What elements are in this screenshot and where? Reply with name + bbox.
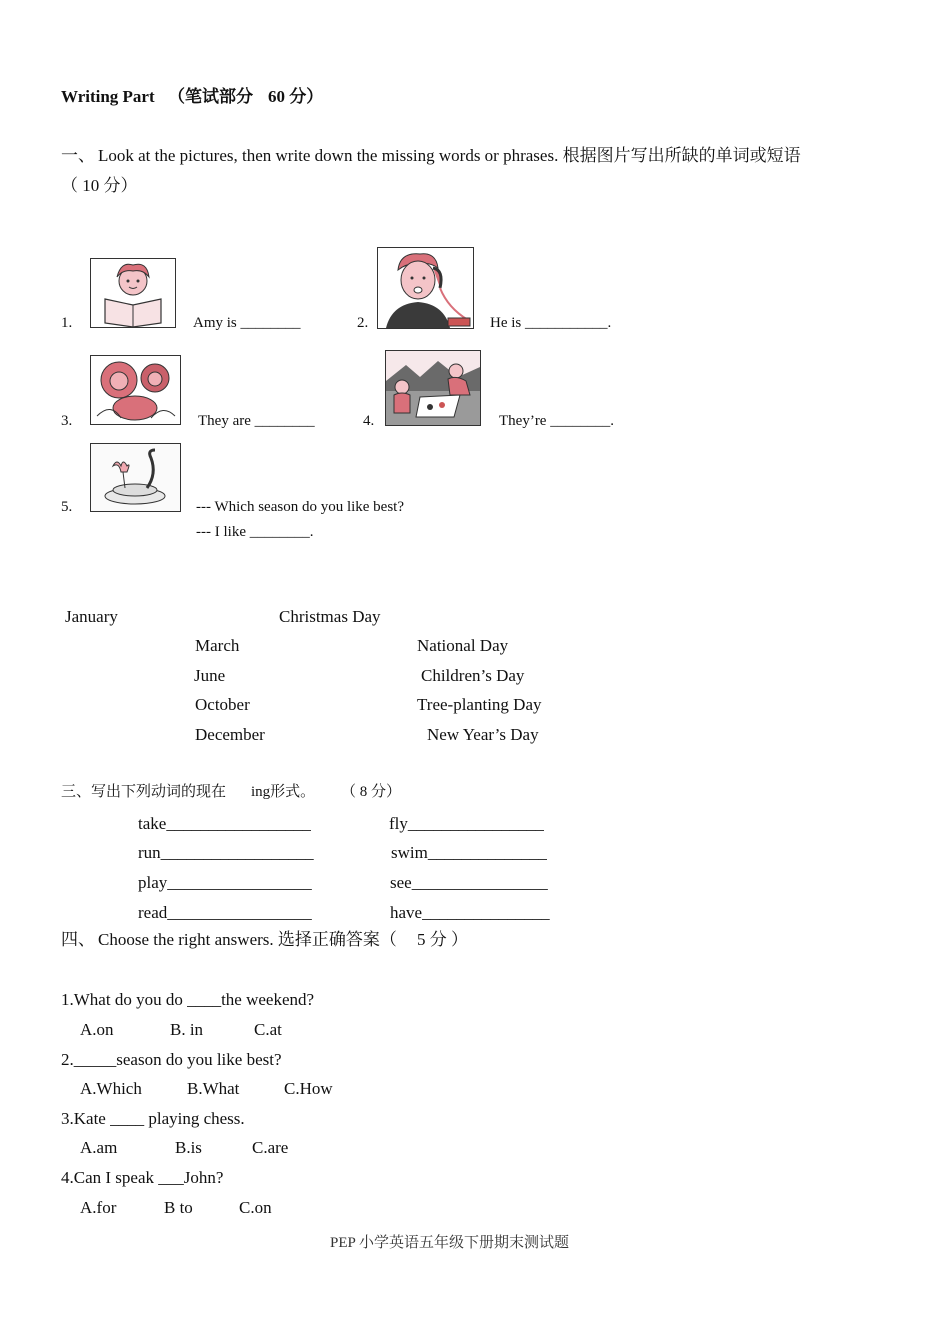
- verb-blank: see________________: [390, 873, 548, 892]
- item4-number: 4.: [363, 413, 375, 429]
- holiday-item: National Day: [417, 636, 509, 655]
- item5-question: --- Which season do you like best?: [196, 499, 405, 515]
- holiday-item: Children’s Day: [421, 666, 525, 685]
- option-a: A.for: [80, 1198, 117, 1217]
- item4-text: They’re ________.: [499, 413, 614, 429]
- option-c: C.on: [239, 1198, 272, 1217]
- snake-lotus-icon: [90, 443, 181, 512]
- option-a: A.on: [80, 1020, 114, 1039]
- option-b: B.What: [187, 1079, 240, 1098]
- option-c: C.How: [284, 1079, 333, 1098]
- verb-blank: run__________________: [138, 843, 314, 862]
- holiday-item: Tree-planting Day: [417, 695, 542, 714]
- month-item: June: [194, 666, 226, 685]
- section3-ing: ing形式。: [251, 784, 316, 800]
- question-2: 2._____season do you like best?: [61, 1050, 282, 1069]
- section4-score: 5 分 ）: [417, 930, 468, 949]
- question-4: 4.Can I speak ___John?: [61, 1168, 224, 1187]
- item3-number: 3.: [61, 413, 73, 429]
- item1-text: Amy is ________: [193, 315, 301, 331]
- heading-cn: （笔试部分: [168, 87, 253, 106]
- item1-number: 1.: [61, 315, 73, 331]
- girl-reading-icon: [90, 258, 176, 328]
- item3-text: They are ________: [198, 413, 315, 429]
- section1-number: 一、: [61, 146, 95, 165]
- item2-number: 2.: [357, 315, 369, 331]
- section4-number: 四、: [61, 930, 95, 949]
- item5-answer: --- I like ________.: [196, 524, 314, 540]
- holiday-christmas: Christmas Day: [279, 607, 381, 626]
- item2-text: He is ___________.: [490, 315, 612, 331]
- month-item: October: [195, 695, 250, 714]
- month-january: January: [65, 607, 118, 626]
- holiday-item: New Year’s Day: [427, 725, 539, 744]
- children-picnic-icon: [385, 350, 481, 426]
- option-b: B to: [164, 1198, 193, 1217]
- question-1: 1.What do you do ____the weekend?: [61, 990, 315, 1009]
- lions-icon: [90, 355, 181, 425]
- section3-score: （ 8 分）: [341, 784, 402, 800]
- heading-label: Writing Part: [61, 87, 155, 106]
- verb-blank: read_________________: [138, 903, 312, 922]
- verb-blank: swim______________: [391, 843, 547, 862]
- verb-blank: take_________________: [138, 814, 311, 833]
- option-c: C.at: [254, 1020, 282, 1039]
- section1-instruction: Look at the pictures, then write down the missing words or phrases. 根据图片写出所缺的单词或短语: [98, 146, 801, 165]
- verb-blank: fly________________: [389, 814, 544, 833]
- month-item: March: [195, 636, 240, 655]
- heading-score: 60 分）: [268, 87, 324, 106]
- boy-on-phone-icon: [377, 247, 474, 329]
- option-a: A.am: [80, 1138, 118, 1157]
- section4-instruction: Choose the right answers. 选择正确答案（: [98, 930, 397, 949]
- option-c: C.are: [252, 1138, 289, 1157]
- option-a: A.Which: [80, 1079, 142, 1098]
- section3-instruction: 三、写出下列动词的现在: [61, 784, 227, 800]
- option-b: B.is: [175, 1138, 202, 1157]
- month-item: December: [195, 725, 265, 744]
- section1-score: （ 10 分）: [61, 176, 138, 195]
- page-footer: PEP 小学英语五年级下册期末测试题: [330, 1235, 570, 1251]
- verb-blank: have_______________: [390, 903, 550, 922]
- question-3: 3.Kate ____ playing chess.: [61, 1109, 245, 1128]
- option-b: B. in: [170, 1020, 204, 1039]
- item5-number: 5.: [61, 499, 73, 515]
- verb-blank: play_________________: [138, 873, 312, 892]
